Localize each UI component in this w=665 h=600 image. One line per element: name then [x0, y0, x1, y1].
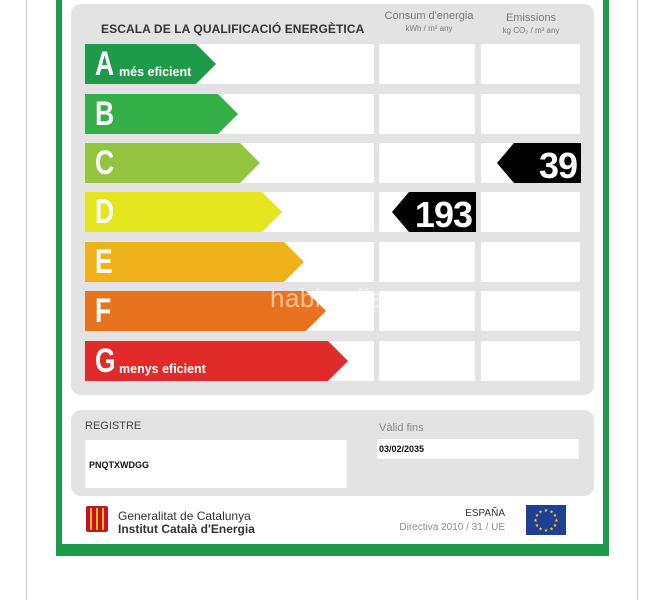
consumption-cell — [379, 143, 475, 183]
emissions-cell — [481, 341, 580, 381]
svg-text:★: ★ — [543, 528, 549, 534]
registry-code: PNQTXWDGG — [89, 460, 149, 470]
consumption-rating-badge — [392, 192, 476, 235]
watermark: habitaclia — [270, 283, 385, 313]
eu-flag-icon — [526, 505, 566, 535]
right-border-line — [637, 0, 638, 600]
svg-text:★: ★ — [552, 523, 558, 529]
rating-scale-panel — [71, 4, 594, 395]
consumption-cell — [379, 44, 475, 84]
svg-text:★: ★ — [534, 513, 540, 519]
valid-until-label: Vàlid fins — [379, 422, 424, 434]
class-letter: D — [95, 193, 115, 231]
svg-text:★: ★ — [538, 526, 543, 533]
registry-panel — [71, 410, 594, 496]
arrow-shape — [85, 192, 282, 232]
svg-text:★: ★ — [552, 513, 558, 519]
emissions-header-unit: kg CO₂ / m² any — [502, 26, 560, 35]
valid-until-date: 03/02/2035 — [379, 444, 425, 454]
consumption-cell — [379, 94, 475, 134]
class-arrow-b — [85, 94, 238, 134]
energy-label-sheet — [62, 0, 603, 544]
svg-text:★: ★ — [534, 523, 540, 529]
consumption-value: 193 — [414, 194, 472, 235]
directive-label: Directiva 2010 / 31 / UE — [399, 522, 505, 533]
org-name-line1: Generalitat de Catalunya — [118, 509, 251, 523]
country-label: ESPAÑA — [465, 508, 505, 519]
scale-title: ESCALA DE LA QUALIFICACIÓ ENERGÈTICA — [101, 22, 365, 36]
generalitat-shield-icon — [86, 506, 108, 532]
class-letter: A — [95, 45, 115, 83]
consumption-cell — [379, 242, 475, 282]
emissions-cell — [481, 44, 580, 84]
emissions-cell — [481, 94, 580, 134]
class-letter: G — [95, 342, 116, 380]
emissions-cell — [481, 192, 580, 232]
registry-label: REGISTRE — [85, 420, 142, 432]
class-arrow-c — [85, 143, 260, 183]
consumption-column-header — [379, 10, 479, 35]
emissions-header-title: Emissions — [505, 12, 557, 24]
consumption-header-title: Consum d'energia — [384, 10, 474, 22]
class-arrow-d — [85, 192, 282, 232]
consumption-cell — [379, 341, 475, 381]
left-border-line — [26, 0, 27, 600]
svg-text:★: ★ — [533, 518, 538, 524]
valid-until-field — [377, 439, 579, 459]
class-arrow-a — [85, 44, 216, 84]
org-name-line2: Institut Català d'Energia — [118, 522, 255, 536]
class-arrow-e — [85, 242, 304, 282]
emissions-rating-badge — [497, 143, 581, 186]
svg-text:★: ★ — [543, 508, 549, 514]
emissions-cell — [481, 291, 580, 331]
consumption-header-unit: kWh / m² any — [405, 24, 453, 33]
class-letter: F — [95, 292, 112, 330]
class-letter: C — [95, 144, 115, 182]
class-arrow-g — [85, 341, 348, 381]
svg-text:★: ★ — [538, 509, 543, 516]
class-letter: E — [95, 243, 113, 281]
emissions-column-header — [481, 12, 581, 37]
emissions-cell — [481, 242, 580, 282]
class-letter: B — [95, 95, 115, 133]
svg-text:★: ★ — [554, 518, 559, 524]
arrow-shape — [85, 242, 304, 282]
svg-text:★: ★ — [549, 509, 554, 516]
svg-text:★: ★ — [549, 526, 554, 533]
class-description: més eficient — [119, 65, 192, 79]
consumption-cell — [379, 291, 475, 331]
class-description: menys eficient — [119, 362, 206, 376]
emissions-value: 39 — [538, 145, 577, 186]
energy-label-frame — [56, 0, 609, 556]
registry-code-field — [85, 440, 347, 488]
